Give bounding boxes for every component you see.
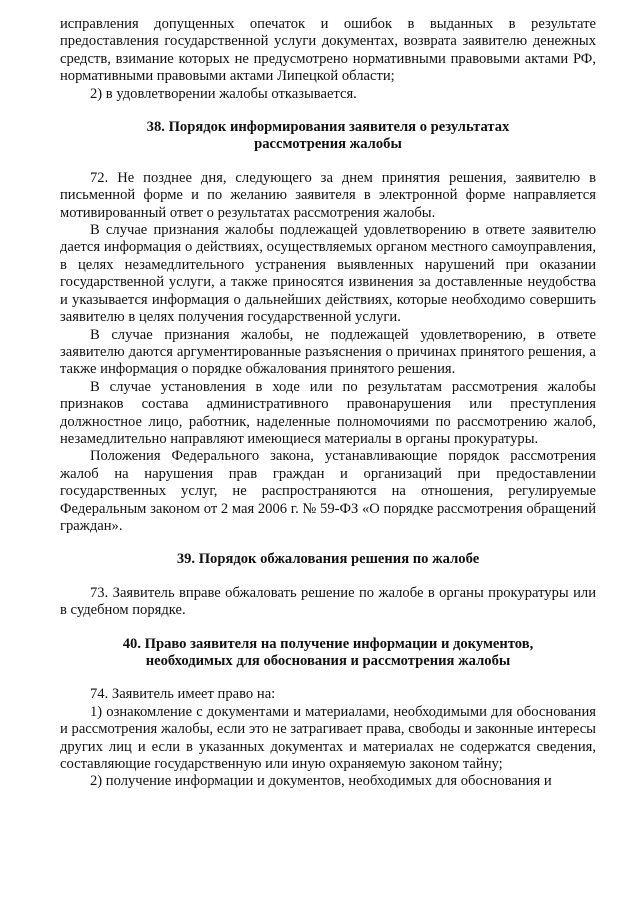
section-38-heading (60, 119, 596, 154)
paragraph-74: 74. Заявитель имеет право на: (90, 686, 276, 703)
section-38-heading-line2: рассмотрения жалобы (254, 136, 402, 153)
section-39-heading (60, 551, 596, 568)
section-40-heading (60, 636, 596, 671)
paragraph-not-satisfied: В случае признания жалобы, не подлежащей удовлетворению, в ответе заявителю даются аргументированные разъяснения о причинах принятого решения, а также информация о порядке обжалования принятого решения. (60, 326, 596, 378)
paragraph-satisfied: В случае признания жалобы подлежащей удовлетворению в ответе заявителю дается информация о действиях, осуществляемых органом местного самоуправления, в целях незамедлительного устранения выявленных нарушений при оказании государственной услуги, а также приносятся извинения за доставленные неудобства и указывается информация о дальнейших действиях, которые необходимо совершить заявителю в целях получения государственной услуги. (60, 222, 596, 326)
paragraph-72: 72. Не позднее дня, следующего за днем принятия решения, заявителю в письменной форме и по желанию заявителя в электронной форме направляется мотивированный ответ о результатах рассмотрения жалобы. (60, 169, 596, 221)
paragraph-violation: В случае установления в ходе или по результатам рассмотрения жалобы признаков состава административного правонарушения или преступления должностное лицо, работник, наделенные полномочиями по рассмотрению жалоб, незамедлительно направляют имеющиеся материалы в органы прокуратуры. (60, 378, 596, 447)
paragraph-federal-law: Положения Федерального закона, устанавливающие порядок рассмотрения жалоб на нарушения прав граждан и организаций при предоставлении государственных услуг, не распространяются на отношения, регулируемые Федеральным законом от 2 мая 2006 г. № 59-ФЗ «О порядке рассмотрения обращений граждан». (60, 448, 596, 534)
document-page (60, 16, 596, 791)
paragraph-73: 73. Заявитель вправе обжаловать решение по жалобе в органы прокуратуры или в судебном порядке. (60, 584, 596, 619)
section-38-heading-line1: 38. Порядок информирования заявителя о результатах (146, 119, 510, 136)
section-40-heading-line2: необходимых для обоснования и рассмотрения жалобы (145, 653, 511, 669)
paragraph-74-item-2: 2) получение информации и документов, необходимых для обоснования и (90, 773, 552, 790)
section-39-heading-line1: 39. Порядок обжалования решения по жалобе (176, 551, 480, 568)
paragraph-74-item-1: 1) ознакомление с документами и материалами, необходимыми для обоснования и рассмотрения жалобы, если это не затрагивает права, свободы и законные интересы других лиц и если в указанных документах и материалах не содержатся сведения, составляющие государственную или иную охраняемую законом тайну; (60, 703, 596, 773)
paragraph-refusal: 2) в удовлетворении жалобы отказывается. (90, 85, 357, 102)
paragraph-continuation: исправления допущенных опечаток и ошибок в выданных в результате предоставления государственной услуги документах, возврата заявителю денежных средств, взимание которых не предусмотрено нормативными правовыми актами РФ, нормативными правовыми актами Липецкой области; (60, 16, 596, 85)
section-40-heading-line1: 40. Право заявителя на получение информации и документов, (122, 635, 534, 652)
